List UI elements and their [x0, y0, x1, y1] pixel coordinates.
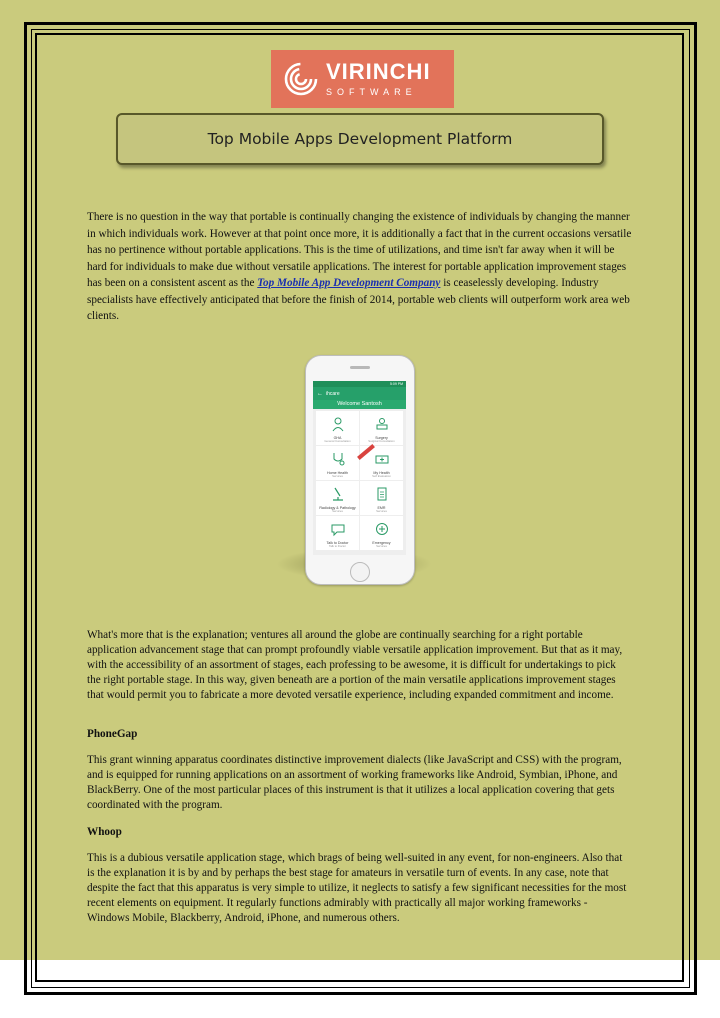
- tile-sublabel: General Consultation: [324, 438, 351, 443]
- tile-talk-to-doctor: [316, 516, 359, 550]
- phonegap-paragraph: This grant winning apparatus coordinates distinctive improvement dialects (like JavaScript and CSS) with the program, and is equipped for running applications on an assortment of working frameworks like Android, Symbian, iPhone, and BlackBerry. One of the most particular places of this instrument is that it utilizes a local application covering that gets coordinated with the program.: [87, 754, 622, 811]
- whoop-heading: Whoop: [87, 826, 122, 838]
- logo-tagline: SOFTWARE: [326, 87, 417, 97]
- tile-surgery: [360, 411, 403, 445]
- tile-emergency: [360, 516, 403, 550]
- company-logo: [271, 50, 454, 108]
- intro-paragraph: [87, 209, 632, 325]
- tile-label: EMR: [377, 505, 386, 510]
- ambulance-icon: [374, 451, 390, 467]
- phone-screen: [313, 381, 406, 555]
- app-bar: [313, 387, 406, 400]
- microscope-icon: [330, 486, 346, 502]
- explanation-paragraph: What's more that is the explanation; ventures all around the globe are continually searching for a right portable application advancement stage that can prompt profoundly viable versatile application improvement. But that as it may, with the accessibility of an assortment of stages, each professing to be awesome, it is difficult for undertakings to pick the right portable stage. In this way, given beneath are a portion of the main versatile applications improvement stages that would permit you to fabricate a more devoted versatile experience, including expanded commitment and income.: [87, 629, 623, 701]
- phone-mockup: [305, 355, 415, 585]
- top-mobile-app-link[interactable]: Top Mobile App Development Company: [257, 277, 441, 289]
- tile-sublabel: Self Evaluation: [372, 473, 391, 478]
- stethoscope-icon: [330, 451, 346, 467]
- home-button: [350, 562, 370, 582]
- document-icon: [374, 486, 390, 502]
- surgeon-icon: [374, 416, 390, 432]
- tile-label: Radiology & Pathology: [319, 505, 356, 510]
- intro-text-end: is ceaselessly developing. Industry specialists have effectively anticipated that before the finish of 2014, portable web clients will outperform work area web clients.: [87, 277, 630, 322]
- tile-sublabel: Services: [376, 508, 387, 513]
- tile-sublabel: Talk to Doctor: [328, 543, 347, 548]
- tile-label: Emergency: [372, 540, 391, 545]
- page-title: Top Mobile Apps Development Platform: [116, 113, 604, 165]
- tile-label: My Health: [373, 470, 390, 475]
- tile-sublabel: Surgical Consultation: [368, 438, 395, 443]
- intro-text-start: There is no question in the way that portable is continually changing the existence of individuals by changing the manner in which individuals work. However at that point once more, it is additionally a fact that in the current occasions versatile has no pertinence without portable applications. This is the time of utilizations, and time isn't far away when it will be hard for individuals to make due without versatile applications. The interest for portable application improvement stages has been on a consistent ascent as the: [87, 211, 632, 289]
- menu-icon: ←: [317, 390, 323, 397]
- tile-sublabel: Services: [376, 543, 387, 548]
- tile-label: Talk to Doctor: [326, 540, 349, 545]
- doctor-icon: [330, 416, 346, 432]
- logo-name: VIRINCHI: [326, 59, 431, 84]
- app-name: ihcare: [326, 390, 340, 397]
- tile-sublabel: Services: [332, 508, 343, 513]
- logo-swirl-icon: [284, 62, 318, 96]
- tile-emr: [360, 481, 403, 515]
- tile-my-health: [360, 446, 403, 480]
- tile-sublabel: Services: [332, 473, 343, 478]
- tile-label: Surgery: [375, 435, 388, 440]
- whoop-paragraph: This is a dubious versatile application stage, which brags of being well-suited in any event, for non-engineers. Also that is the explanation it is by and by perhaps the best stage for amateurs in versatile turn of events. In any case, note that despite the fact that this apparatus is very simple to utilize, it neglects to satisfy a few significant necessities for the most recent elements on equipment. It regularly functions admirably with practically all major working frameworks - Windows Mobile, Blackberry, Android, iPhone, and numerous others.: [87, 852, 627, 924]
- service-grid: [313, 409, 406, 552]
- welcome-banner: Welcome Santosh: [313, 400, 406, 409]
- tile-radiology: [316, 481, 359, 515]
- tile-label: Home Health: [327, 470, 348, 475]
- status-bar-time: 5:09 PM: [313, 381, 406, 387]
- new-ribbon: [357, 444, 375, 460]
- tile-gha: [316, 411, 359, 445]
- phone-speaker: [350, 366, 370, 369]
- chat-icon: [330, 521, 346, 537]
- tile-home-health: [316, 446, 359, 480]
- emergency-icon: [374, 521, 390, 537]
- tile-label: GHA: [333, 435, 342, 440]
- phonegap-heading: PhoneGap: [87, 728, 138, 740]
